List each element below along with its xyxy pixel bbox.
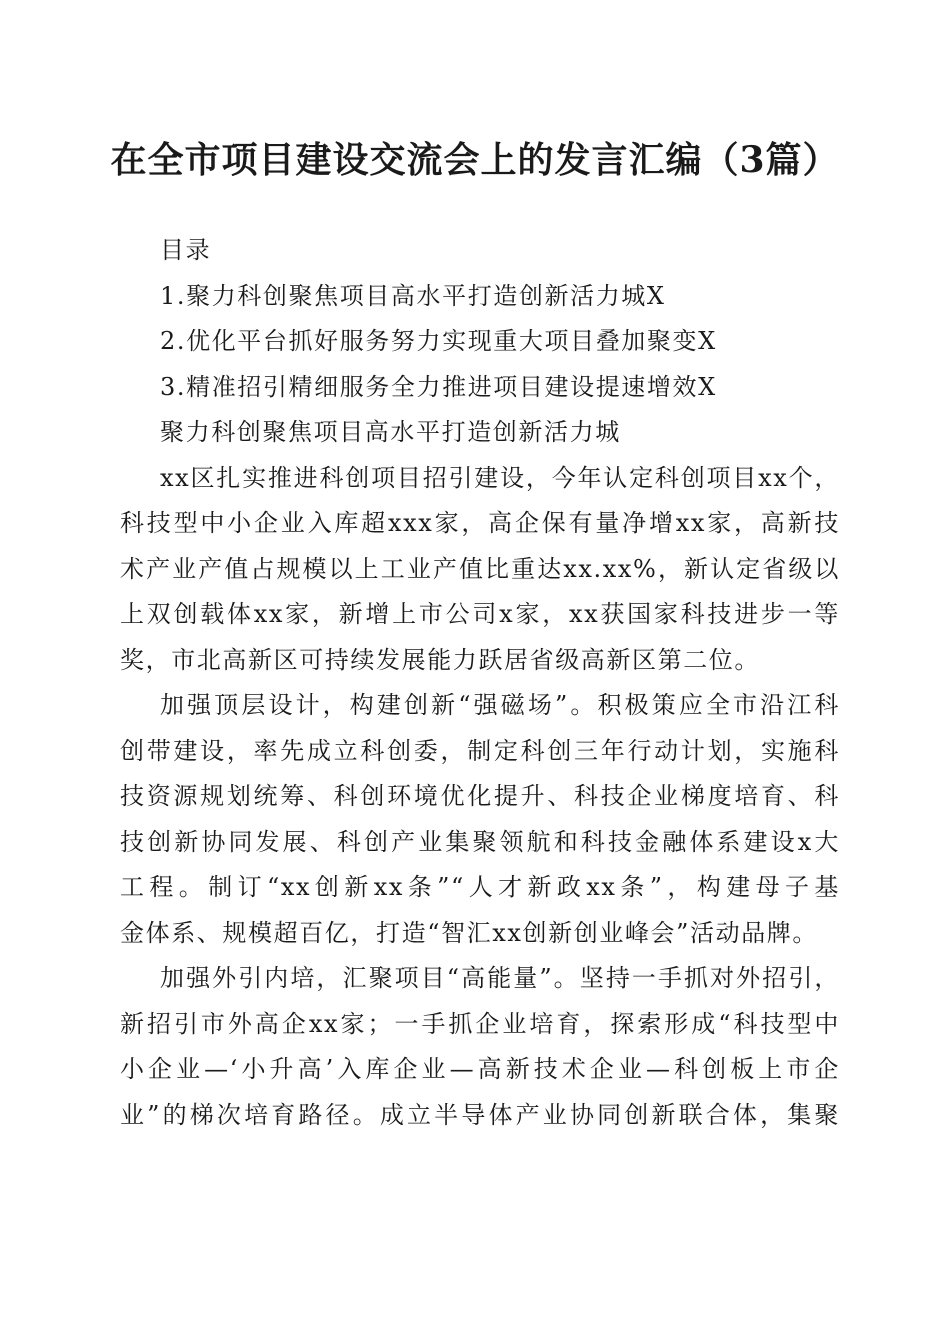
paragraph-line: 奖，市北高新区可持续发展能力跃居省级高新区第二位。 [120,645,760,674]
paragraph-line: 术产业产值占规模以上工业产值比重达xx.xx%，新认定省级以 [120,554,840,583]
section-heading: 聚力科创聚焦项目高水平打造创新活力城 [160,418,621,446]
paragraph-2 [120,683,840,956]
document-title: 在全市项目建设交流会上的发言汇编（3篇） [110,139,840,181]
paragraph-line: 小企业—‘小升高’入库企业—高新技术企业—科创板上市企 [120,1055,840,1083]
paragraph-line: 金体系、规模超百亿，打造“智汇xx创新创业峰会”活动品牌。 [120,918,819,947]
document-body [120,228,840,1138]
paragraph-line: 加强外引内培，汇聚项目“高能量”。坚持一手抓对外招引， [160,964,840,992]
paragraph-line: 科技型中小企业入库超xxx家，高企保有量净增xx家，高新技 [120,509,840,537]
paragraph-line: xx区扎实推进科创项目招引建设，今年认定科创项目xx个， [160,463,840,492]
toc-item-2[interactable]: 2.优化平台抓好服务努力实现重大项目叠加聚变X [160,327,717,355]
toc-item-3[interactable]: 3.精准招引精细服务全力推进项目建设提速增效X [160,372,717,401]
paragraph-line: 上双创载体xx家，新增上市公司x家，xx获国家科技进步一等 [120,600,840,628]
paragraph-line: 技创新协同发展、科创产业集聚领航和科技金融体系建设x大 [120,827,840,856]
paragraph-line: 创带建设，率先成立科创委，制定科创三年行动计划，实施科 [120,736,840,765]
paragraph-line: 技资源规划统筹、科创环境优化提升、科技企业梯度培育、科 [120,782,840,810]
toc-heading: 目录 [160,236,212,264]
toc-item-1[interactable]: 1.聚力科创聚焦项目高水平打造创新活力城X [160,281,666,310]
paragraph-1 [120,456,840,684]
paragraph-line: 新招引市外高企xx家；一手抓企业培育，探索形成“科技型中 [120,1009,840,1038]
paragraph-line: 业”的梯次培育路径。成立半导体产业协同创新联合体，集聚 [120,1100,840,1129]
paragraph-line: 加强顶层设计，构建创新“强磁场”。积极策应全市沿江科 [160,691,840,719]
paragraph-3 [120,956,840,1138]
paragraph-line: 工程。制订“xx创新xx条”“人才新政xx条”，构建母子基 [120,873,840,901]
